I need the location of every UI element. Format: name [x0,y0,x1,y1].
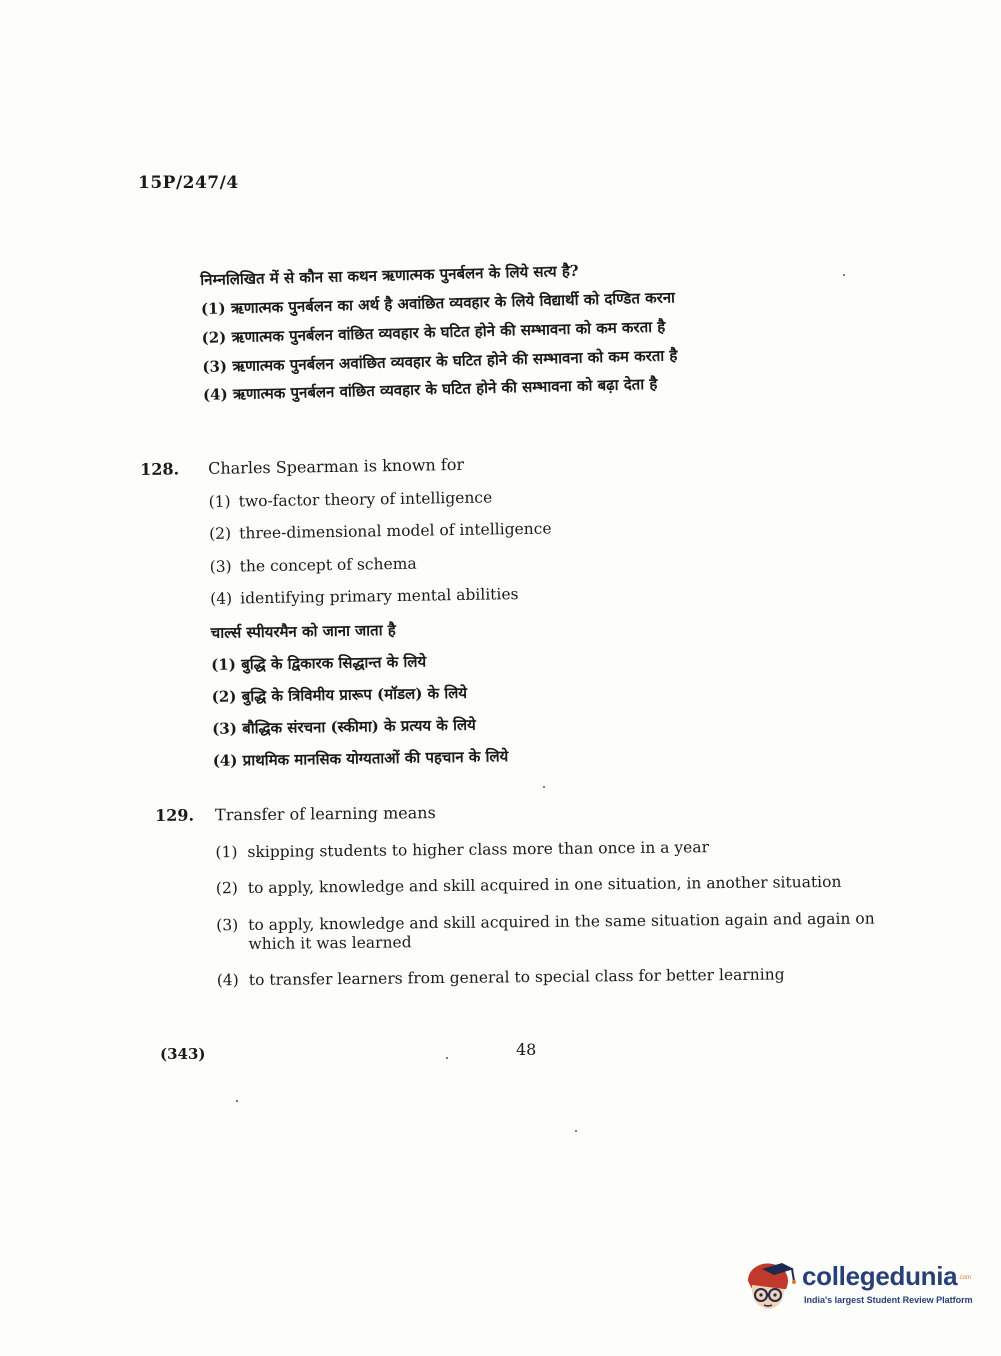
option-number: (1) [200,299,226,318]
question-header [140,450,760,481]
option-2-hindi [212,679,764,706]
option-2 [209,516,761,544]
option-4 [203,371,823,405]
option-text: बुद्धि के त्रिविमीय प्रारूप (मॉडल) के लिये [241,683,468,706]
question-stem-hindi: चार्ल्स स्पीयरमैन को जाना जाता है [210,621,396,643]
option-number: (3) [209,557,232,576]
question-stem: Charles Spearman is known for [207,454,465,478]
scan-speck [446,1057,448,1059]
question-128 [140,450,765,771]
option-3-hindi [212,711,764,738]
option-text: skipping students to higher class more than once in a year [247,837,710,861]
option-3 [216,909,916,955]
option-text: ऋणात्मक पुनर्बलन अवांछित व्यवहार के घटित होने की सम्भावना को कम करता है [232,345,678,375]
option-text: to apply, knowledge and skill acquired in the same situation again and again on which it was learned [248,909,875,953]
option-2 [201,314,821,348]
option-number: (2) [215,879,238,898]
option-text: ऋणात्मक पुनर्बलन वांछित व्यवहार के घटित होने की सम्भावना को कम करता है [231,317,666,346]
mascot-icon [742,1255,800,1313]
question-127-hindi [200,255,823,415]
option-number: (3) [202,356,228,376]
hindi-options [211,648,765,771]
question-header [155,798,915,827]
scan-speck [575,1130,577,1132]
option-text: the concept of schema [239,554,417,575]
option-4 [217,964,917,991]
brand-name: collegedunia [802,1261,958,1291]
option-number: (4) [202,385,228,405]
option-number: (1) [211,655,237,675]
question-number: 128. [140,459,180,479]
page-number: 48 [516,1040,537,1059]
question-stem: Transfer of learning means [214,803,436,825]
option-text: बौद्धिक संरचना (स्कीमा) के प्रत्यय के लिये [242,715,476,738]
question-129 [155,798,917,992]
option-3 [202,342,822,376]
option-3 [210,549,762,577]
scan-speck [843,274,845,276]
option-number: (3) [216,915,239,934]
option-1 [209,484,761,512]
option-1-hindi [211,648,763,675]
option-text: two-factor theory of intelligence [238,488,493,511]
english-options [215,836,917,991]
option-number: (2) [201,328,227,347]
brand-tagline: India's largest Student Review Platform [804,1295,973,1305]
option-4 [210,581,762,609]
option-text: to apply, knowledge and skill acquired in one situation, in another situation [247,872,842,898]
collegedunia-watermark [742,1255,972,1317]
option-text: three-dimensional model of intelligence [239,519,552,543]
option-text: बुद्धि के द्विकारक सिद्धान्त के लिये [241,652,427,674]
option-number: (3) [212,719,238,738]
option-2 [216,872,916,899]
option-number: (4) [216,971,239,990]
question-number: 129. [155,805,195,825]
question-stem: निम्नलिखित में से कौन सा कथन ऋणात्मक पुनर्बलन के लिये सत्य है? [200,261,579,289]
paper-code: 15P/247/4 [138,173,239,193]
english-options [209,484,763,609]
option-4-hindi [213,743,765,770]
scan-speck [543,786,545,788]
option-number: (4) [210,589,233,608]
option-number: (2) [211,687,237,706]
option-number: (1) [215,842,238,862]
option-number: (2) [209,524,232,544]
option-1 [215,836,915,863]
brand-domain: .com [958,1275,972,1281]
option-text: ऋणात्मक पुनर्बलन का अर्थ है अवांछित व्यवहार के लिये विद्यार्थी को दण्डित करना [230,288,676,318]
booklet-code: (343) [160,1045,206,1063]
option-text: प्राथमिक मानसिक योग्यताओं की पहचान के लिये [242,746,509,769]
option-number: (4) [212,751,238,770]
option-text: to transfer learners from general to special class for better learning [248,965,785,990]
option-text: ऋणात्मक पुनर्बलन वांछित व्यवहार के घटित होने की सम्भावना को बढ़ा देता है [232,375,658,404]
option-1 [201,285,821,319]
option-text: identifying primary mental abilities [240,584,519,608]
scan-speck [236,1100,238,1102]
option-number: (1) [208,492,231,511]
